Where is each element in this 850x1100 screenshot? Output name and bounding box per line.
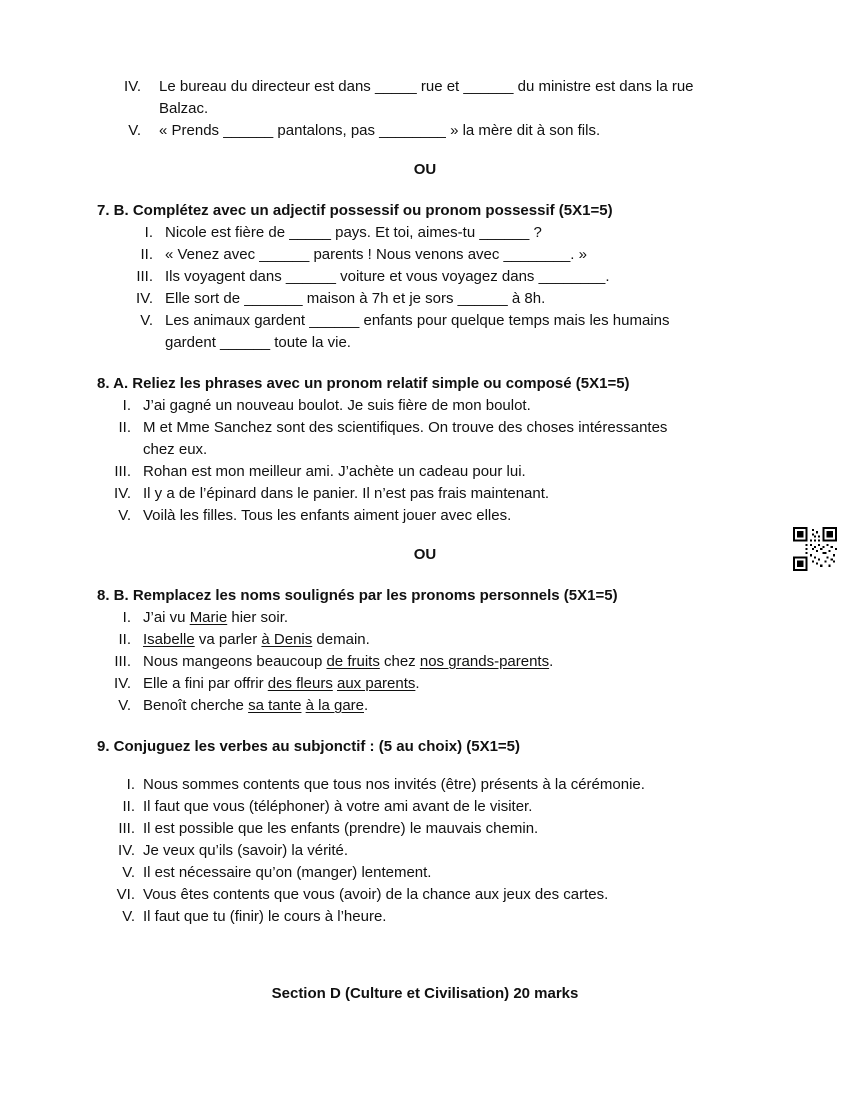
question-item — [97, 673, 753, 695]
question-item — [97, 395, 753, 417]
item-text: Nous sommes contents que tous nos invités (être) présents à la cérémonie. — [143, 776, 645, 793]
item-number: III. — [114, 653, 131, 670]
question-item — [97, 840, 753, 862]
item-number: IV. — [114, 675, 131, 692]
item-text: Il est possible que les enfants (prendre) le mauvais chemin. — [143, 820, 539, 837]
question-item — [97, 774, 753, 796]
section-7b — [97, 200, 753, 354]
item-text: Les animaux gardent ______ enfants pour quelque temps mais les humains gardent ______ toute la vie. — [165, 312, 670, 351]
item-number: VI. — [116, 886, 135, 903]
section-9-heading: 9. Conjuguez les verbes au subjonctif : (5 au choix) (5X1=5) — [97, 738, 521, 755]
qr-code — [793, 527, 837, 571]
item-text: Vous êtes contents que vous (avoir) de la chance aux jeux des cartes. — [143, 886, 609, 903]
item-text: Il y a de l’épinard dans le panier. Il n’est pas frais maintenant. — [143, 485, 550, 502]
ou-separator: OU — [413, 161, 437, 178]
question-item — [97, 884, 753, 906]
question-item — [97, 607, 753, 629]
item-number: IV. — [136, 290, 153, 307]
item-text: Le bureau du directeur est dans _____ rue et ______ du ministre est dans la rue Balzac. — [159, 78, 694, 117]
item-text: « Venez avec ______ parents ! Nous venons avec ________. » — [165, 246, 587, 263]
section-d-heading: Section D (Culture et Civilisation) 20 marks — [271, 985, 579, 1002]
item-number: II. — [140, 246, 153, 263]
item-text: Voilà les filles. Tous les enfants aiment jouer avec elles. — [143, 507, 512, 524]
item-number: V. — [118, 507, 131, 524]
item-text: Je veux qu’ils (savoir) la vérité. — [143, 842, 349, 859]
item-text: Il faut que vous (téléphoner) à votre ami avant de le visiter. — [143, 798, 533, 815]
section-8a — [97, 373, 753, 527]
item-text: « Prends ______ pantalons, pas ________ » la mère dit à son fils. — [159, 122, 601, 139]
question-item — [97, 266, 753, 288]
question-list — [97, 774, 753, 928]
section-7a-continued — [97, 76, 753, 142]
item-number: V. — [128, 122, 141, 139]
item-text: Isabelle va parler à Denis demain. — [143, 631, 370, 648]
item-number: III. — [118, 820, 135, 837]
question-item — [97, 862, 753, 884]
item-text: Elle sort de _______ maison à 7h et je sors ______ à 8h. — [165, 290, 546, 307]
item-text: Il faut que tu (finir) le cours à l’heure. — [143, 908, 387, 925]
question-item — [97, 244, 753, 266]
item-text: Nicole est fière de _____ pays. Et toi, aimes-tu ______ ? — [165, 224, 542, 241]
item-number: IV. — [124, 78, 141, 95]
item-text: Rohan est mon meilleur ami. J’achète un cadeau pour lui. — [143, 463, 526, 480]
item-number: II. — [122, 798, 135, 815]
question-item — [97, 483, 753, 505]
question-list — [97, 222, 753, 354]
question-item — [97, 310, 753, 354]
item-number: V. — [118, 697, 131, 714]
question-item — [97, 505, 753, 527]
question-item — [97, 120, 753, 142]
item-number: IV. — [114, 485, 131, 502]
question-list — [97, 395, 753, 527]
item-text: Ils voyagent dans ______ voiture et vous voyagez dans ________. — [165, 268, 610, 285]
item-number: I. — [144, 224, 153, 241]
question-list — [97, 607, 753, 717]
item-text: J’ai gagné un nouveau boulot. Je suis fière de mon boulot. — [143, 397, 531, 414]
question-item — [97, 906, 753, 928]
question-item — [97, 695, 753, 717]
question-item — [97, 417, 753, 461]
item-text: Benoît cherche sa tante à la gare. — [143, 697, 369, 714]
item-text: Nous mangeons beaucoup de fruits chez nos grands-parents. — [143, 653, 554, 670]
question-item — [97, 222, 753, 244]
section-9 — [97, 736, 753, 928]
item-number: I. — [126, 776, 135, 793]
item-number: I. — [122, 397, 131, 414]
question-item — [97, 796, 753, 818]
item-number: V. — [122, 908, 135, 925]
item-number: II. — [118, 419, 131, 436]
section-8b-heading: 8. B. Remplacez les noms soulignés par les pronoms personnels (5X1=5) — [97, 587, 618, 604]
item-text: Elle a fini par offrir des fleurs aux parents. — [143, 675, 420, 692]
section-8b — [97, 585, 753, 717]
item-number: V. — [122, 864, 135, 881]
item-number: IV. — [118, 842, 135, 859]
item-number: I. — [122, 609, 131, 626]
ou-separator: OU — [413, 546, 437, 563]
section-8a-heading: 8. A. Reliez les phrases avec un pronom relatif simple ou composé (5X1=5) — [97, 375, 630, 392]
item-number: V. — [140, 312, 153, 329]
item-text: M et Mme Sanchez sont des scientifiques. On trouve des choses intéressantes chez eux. — [143, 419, 668, 458]
question-item — [97, 629, 753, 651]
item-number: II. — [118, 631, 131, 648]
question-item — [97, 461, 753, 483]
qr-code-image — [793, 527, 837, 571]
question-item — [97, 651, 753, 673]
section-7b-heading: 7. B. Complétez avec un adjectif possessif ou pronom possessif (5X1=5) — [97, 202, 613, 219]
question-item — [97, 818, 753, 840]
item-text: J’ai vu Marie hier soir. — [143, 609, 289, 626]
question-item — [97, 288, 753, 310]
item-number: III. — [114, 463, 131, 480]
question-item — [97, 76, 753, 120]
item-number: III. — [136, 268, 153, 285]
item-text: Il est nécessaire qu’on (manger) lentement. — [143, 864, 432, 881]
